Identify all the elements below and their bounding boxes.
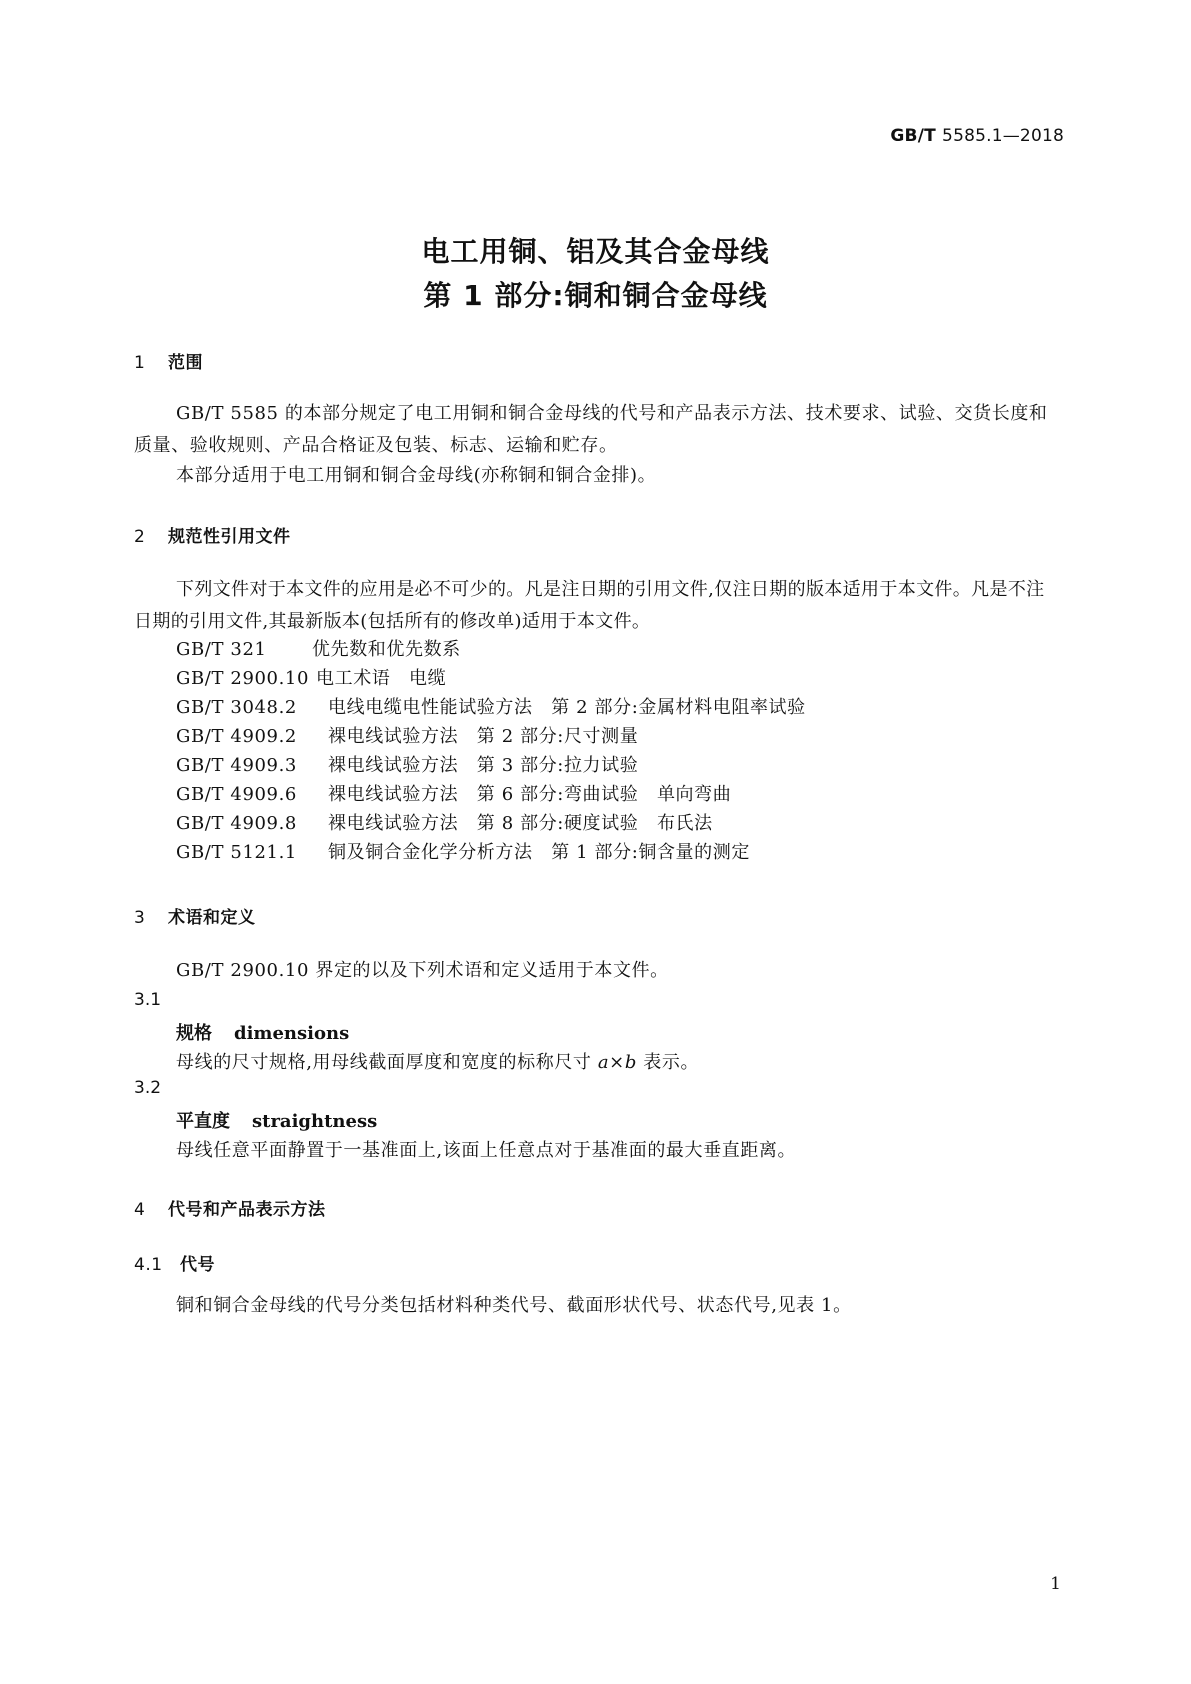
reference-title: 电工术语 电缆	[316, 668, 447, 689]
definition-text: 母线任意平面静置于一基准面上,该面上任意点对于基准面的最大垂直距离。	[176, 1140, 797, 1161]
section-number: 3	[134, 908, 146, 928]
section-heading-scope	[134, 348, 203, 373]
term-chinese: 平直度	[176, 1111, 230, 1132]
reference-item	[176, 838, 750, 868]
scope-paragraph-2: 本部分适用于电工用铜和铜合金母线(亦称铜和铜合金排)。	[176, 465, 657, 486]
reference-code: GB/T 4909.6	[176, 784, 297, 805]
reference-code: GB/T 2900.10	[176, 668, 310, 689]
section-title: 规范性引用文件	[168, 527, 291, 547]
term-number: 3.2	[134, 1078, 162, 1098]
reference-code: GB/T 4909.2	[176, 726, 297, 747]
scope-paragraph-1: GB/T 5585 的本部分规定了电工用铜和铜合金母线的代号和产品表示方法、技术要求、试验、交货长度和质量、验收规则、产品合格证及包装、标志、运输和贮存。	[134, 403, 1048, 456]
reference-item	[176, 664, 446, 694]
document-title-line2: 第 1 部分:铜和铜合金母线	[423, 279, 768, 312]
term-definition	[176, 1136, 796, 1162]
term-definition	[176, 1048, 699, 1074]
reference-title: 裸电线试验方法 第 3 部分:拉力试验	[328, 755, 639, 776]
definition-text-after: 表示。	[636, 1052, 700, 1073]
subsection-title: 代号	[180, 1255, 215, 1275]
section-number: 4	[134, 1200, 146, 1220]
reference-code: GB/T 3048.2	[176, 697, 297, 718]
subsection-heading-codes	[134, 1250, 215, 1275]
standard-number: 5585.1—2018	[942, 126, 1064, 146]
definition-math: a×b	[597, 1052, 637, 1073]
reference-title: 优先数和优先数系	[312, 639, 461, 660]
term-chinese: 规格	[176, 1023, 212, 1044]
reference-code: GB/T 321	[176, 639, 267, 660]
reference-title: 裸电线试验方法 第 8 部分:硬度试验 布氏法	[328, 813, 713, 834]
references-intro-paragraph: 下列文件对于本文件的应用是必不可少的。凡是注日期的引用文件,仅注日期的版本适用于本文件。凡是不注日期的引用文件,其最新版本(包括所有的修改单)适用于本文件。	[134, 579, 1045, 632]
codes-paragraph: 铜和铜合金母线的代号分类包括材料种类代号、截面形状代号、状态代号,见表 1。	[176, 1295, 852, 1316]
reference-code: GB/T 4909.3	[176, 755, 297, 776]
reference-title: 铜及铜合金化学分析方法 第 1 部分:铜含量的测定	[328, 842, 750, 863]
term-entry	[176, 1019, 349, 1045]
section-title: 范围	[168, 353, 203, 373]
reference-item	[176, 635, 461, 665]
reference-item	[176, 751, 638, 781]
terms-intro-paragraph: GB/T 2900.10 界定的以及下列术语和定义适用于本文件。	[176, 960, 669, 981]
standard-code	[890, 126, 1064, 146]
definition-text: 母线的尺寸规格,用母线截面厚度和宽度的标称尺寸	[176, 1052, 598, 1073]
term-number: 3.1	[134, 990, 162, 1010]
standard-prefix: GB/T	[890, 126, 936, 146]
page-number: 1	[1050, 1574, 1061, 1594]
term-english: dimensions	[234, 1023, 350, 1044]
subsection-number: 4.1	[134, 1255, 163, 1275]
section-number: 2	[134, 527, 146, 547]
term-english: straightness	[252, 1111, 378, 1132]
reference-item	[176, 693, 806, 723]
section-heading-terms-definitions	[134, 903, 256, 928]
reference-item	[176, 809, 713, 839]
section-title: 术语和定义	[168, 908, 256, 928]
reference-item	[176, 722, 638, 752]
reference-title: 裸电线试验方法 第 2 部分:尺寸测量	[328, 726, 639, 747]
document-title-line1: 电工用铜、铝及其合金母线	[421, 235, 770, 268]
section-title: 代号和产品表示方法	[168, 1200, 326, 1220]
reference-item	[176, 780, 731, 810]
section-number: 1	[134, 353, 146, 373]
reference-code: GB/T 5121.1	[176, 842, 297, 863]
reference-code: GB/T 4909.8	[176, 813, 297, 834]
reference-title: 电线电缆电性能试验方法 第 2 部分:金属材料电阻率试验	[328, 697, 806, 718]
term-entry	[176, 1107, 377, 1133]
section-heading-normative-references	[134, 522, 291, 547]
reference-title: 裸电线试验方法 第 6 部分:弯曲试验 单向弯曲	[328, 784, 732, 805]
section-heading-codes-designation	[134, 1195, 326, 1220]
